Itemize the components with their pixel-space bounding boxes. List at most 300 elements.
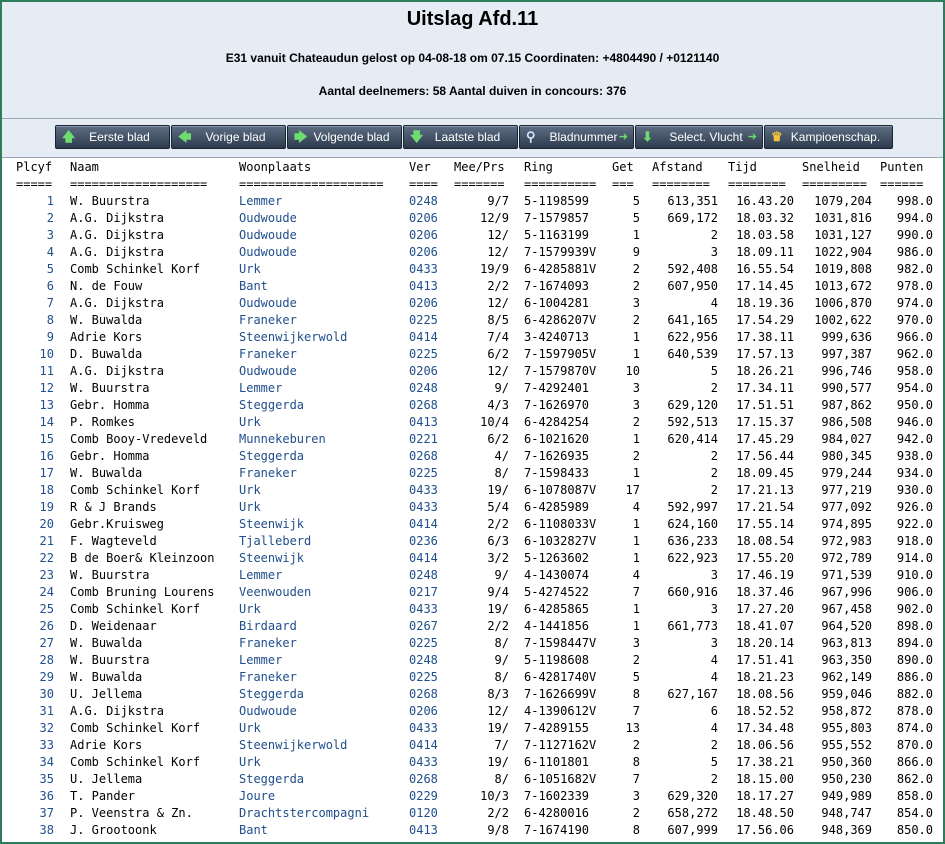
cell-ring: 4-1430074 [524,568,590,582]
cell-woonplaats[interactable]: Urk [239,483,261,497]
table-header-row [2,159,943,176]
results-table [2,159,943,842]
cell-punten: 954.0 [896,381,933,395]
cell-snelheid: 1031,127 [814,228,872,242]
cell-afstand: 636,233 [667,534,718,548]
cell-afstand: 661,773 [667,619,718,633]
column-header-naam: Naam [70,160,99,174]
cell-plcyf[interactable]: 24 [39,585,54,599]
cell-punten: 942.0 [896,432,933,446]
cell-tijd: 17.34.48 [736,721,794,735]
cell-naam: Comb Schinkel Korf [70,755,201,769]
report-header [2,2,943,119]
cell-afstand: 620,414 [667,432,718,446]
cell-ring: 6-4286207V [524,313,597,327]
table-row [2,788,943,805]
cell-woonplaats[interactable]: Franeker [239,670,297,684]
cell-punten: 894.0 [896,636,933,650]
cell-afstand: 629,120 [667,398,718,412]
cell-woonplaats[interactable]: Drachtstercompagni [239,806,370,820]
cell-plcyf[interactable]: 33 [39,738,54,752]
cell-afstand: 622,956 [667,330,718,344]
cell-meeprs: 12/ [487,704,509,718]
cell-punten: 982.0 [896,262,933,276]
table-row [2,584,943,601]
cell-naam: Adrie Kors [70,738,143,752]
cell-ring: 7-1598447V [524,636,597,650]
cell-tijd: 17.21.13 [736,483,794,497]
cell-naam: Comb Schinkel Korf [70,602,201,616]
table-row [2,669,943,686]
cell-ring: 5-1263602 [524,551,590,565]
cell-tijd: 17.38.21 [736,755,794,769]
cell-ring: 6-1101801 [524,755,590,769]
cell-get: 8 [632,755,640,769]
cell-plcyf[interactable]: 14 [39,415,54,429]
cell-woonplaats[interactable]: Bant [239,823,268,837]
cell-plcyf[interactable]: 35 [39,772,54,786]
cell-ring: 7-1602339 [524,789,590,803]
cell-get: 4 [632,500,640,514]
cell-tijd: 17.51.41 [736,653,794,667]
cell-meeprs: 2/2 [487,619,509,633]
table-row [2,499,943,516]
cell-ver[interactable]: 0248 [409,194,438,208]
cell-meeprs: 19/ [487,721,509,735]
cell-meeprs: 8/3 [487,687,509,701]
cell-ver[interactable]: 0433 [409,262,438,276]
cell-woonplaats[interactable]: Lemmer [239,653,283,667]
cell-ver[interactable]: 0414 [409,330,438,344]
column-header-get: Get [612,160,634,174]
cell-woonplaats[interactable]: Lemmer [239,568,283,582]
cell-ver[interactable]: 0268 [409,687,438,701]
cell-plcyf[interactable]: 31 [39,704,54,718]
cell-punten: 906.0 [896,585,933,599]
cell-meeprs: 19/ [487,755,509,769]
cell-naam: P. Romkes [70,415,136,429]
cell-snelheid: 977,219 [821,483,872,497]
cell-plcyf[interactable]: 13 [39,398,54,412]
arrow-up-icon: 🡅 [62,129,76,144]
cell-get: 1 [632,602,640,616]
cell-ring: 4-1390612V [524,704,597,718]
cell-punten: 918.0 [896,534,933,548]
cell-ver[interactable]: 0120 [409,806,438,820]
cell-naam: Comb Bruning Lourens [70,585,215,599]
cell-afstand: 669,172 [667,211,718,225]
cell-woonplaats[interactable]: Oudwoude [239,296,297,310]
cell-ver[interactable]: 0225 [409,313,438,327]
cell-naam: U. Jellema [70,687,143,701]
cell-woonplaats[interactable]: Steggerda [239,687,305,701]
cell-ver[interactable]: 0225 [409,636,438,650]
cell-naam: F. Wagteveld [70,534,157,548]
column-header-snelheid: Snelheid [802,160,860,174]
cell-ring: 5-1198608 [524,653,590,667]
cell-punten: 870.0 [896,738,933,752]
cell-ver[interactable]: 0413 [409,823,438,837]
cell-naam: D. Buwalda [70,347,143,361]
cell-snelheid: 1002,622 [814,313,872,327]
next-page-button[interactable] [287,125,402,149]
cell-plcyf[interactable]: 15 [39,432,54,446]
cell-plcyf[interactable]: 1 [46,194,54,208]
cell-meeprs: 12/ [487,296,509,310]
cell-ver[interactable]: 0268 [409,398,438,412]
cell-meeprs: 12/9 [480,211,509,225]
cell-punten: 854.0 [896,806,933,820]
cell-woonplaats[interactable]: Urk [239,262,261,276]
cell-punten: 938.0 [896,449,933,463]
cell-plcyf[interactable]: 21 [39,534,54,548]
cell-ver[interactable]: 0268 [409,449,438,463]
cell-get: 1 [632,551,640,565]
cell-plcyf[interactable]: 8 [46,313,54,327]
cell-woonplaats[interactable]: Urk [239,755,261,769]
cell-snelheid: 974,895 [821,517,872,531]
cell-ver[interactable]: 0221 [409,432,438,446]
cell-ring: 6-1021620 [524,432,590,446]
cell-get: 5 [632,211,640,225]
cell-plcyf[interactable]: 2 [46,211,54,225]
cell-ring: 6-4285865 [524,602,590,616]
cell-get: 1 [632,330,640,344]
cell-ring: 6-4280016 [524,806,590,820]
cell-woonplaats[interactable]: Urk [239,721,261,735]
cell-woonplaats[interactable]: Steenwijkerwold [239,330,348,344]
cell-woonplaats[interactable]: Steenwijkerwold [239,738,348,752]
cell-tijd: 16.43.20 [736,194,794,208]
cell-plcyf[interactable]: 37 [39,806,54,820]
cell-tijd: 17.27.20 [736,602,794,616]
cell-snelheid: 948,747 [821,806,872,820]
cell-ver[interactable]: 0414 [409,738,438,752]
cell-snelheid: 990,577 [821,381,872,395]
cell-ring: 7-1579857 [524,211,590,225]
cell-ver[interactable]: 0248 [409,568,438,582]
cell-woonplaats[interactable]: Steggerda [239,449,305,463]
page-title: Uitslag Afd.11 [406,8,539,30]
cell-naam: Adrie Kors [70,330,143,344]
cell-plcyf[interactable]: 25 [39,602,54,616]
table-row [2,431,943,448]
cell-snelheid: 963,350 [821,653,872,667]
cell-punten: 886.0 [896,670,933,684]
cell-woonplaats[interactable]: Oudwoude [239,211,297,225]
cell-afstand: 2 [710,483,718,497]
cell-ver[interactable]: 0248 [409,653,438,667]
cell-tijd: 18.26.21 [736,364,794,378]
cell-ver[interactable]: 0433 [409,500,438,514]
cell-woonplaats[interactable]: Steenwijk [239,551,305,565]
column-header-afstand: Afstand [652,160,703,174]
cell-snelheid: 987,862 [821,398,872,412]
cell-ring: 7-1626935 [524,449,590,463]
cell-tijd: 18.03.58 [736,228,794,242]
cell-ver[interactable]: 0225 [409,347,438,361]
cell-meeprs: 2/2 [487,517,509,531]
cell-woonplaats[interactable]: Franeker [239,313,297,327]
cell-get: 1 [632,517,640,531]
column-header-tijd: Tijd [728,160,757,174]
cell-ver[interactable]: 0414 [409,551,438,565]
cell-ver[interactable]: 0433 [409,483,438,497]
cell-woonplaats[interactable]: Franeker [239,347,297,361]
cell-woonplaats[interactable]: Tjalleberd [239,534,312,548]
table-row [2,516,943,533]
cell-snelheid: 996,746 [821,364,872,378]
button-label: Volgende blad [313,130,390,144]
cell-get: 7 [632,704,640,718]
cell-ver[interactable]: 0413 [409,415,438,429]
cell-get: 3 [632,636,640,650]
cell-plcyf[interactable]: 28 [39,653,54,667]
cell-punten: 946.0 [896,415,933,429]
cell-ring: 6-1108033V [524,517,597,531]
cell-ver[interactable]: 0206 [409,245,438,259]
cell-plcyf[interactable]: 12 [39,381,54,395]
cell-afstand: 640,539 [667,347,718,361]
table-row [2,805,943,822]
cell-ring: 7-1579939V [524,245,597,259]
cell-plcyf[interactable]: 38 [39,823,54,837]
previous-page-button[interactable] [171,125,286,149]
table-row [2,567,943,584]
cell-meeprs: 6/2 [487,347,509,361]
cell-meeprs: 2/2 [487,806,509,820]
cell-ver[interactable]: 0225 [409,670,438,684]
column-header-ring: Ring [524,160,553,174]
page-number-button[interactable] [519,125,634,149]
cell-ver[interactable]: 0433 [409,755,438,769]
cell-naam: Comb Booy-Vredeveld [70,432,208,446]
cell-snelheid: 972,789 [821,551,872,565]
cell-plcyf[interactable]: 36 [39,789,54,803]
cell-tijd: 17.14.45 [736,279,794,293]
cell-ver[interactable]: 0413 [409,279,438,293]
table-row [2,822,943,839]
cell-woonplaats[interactable]: Urk [239,602,261,616]
cell-woonplaats[interactable]: Urk [239,500,261,514]
cell-snelheid: 977,092 [821,500,872,514]
button-label: Laatste blad [434,130,501,144]
cell-plcyf[interactable]: 17 [39,466,54,480]
cell-tijd: 17.55.14 [736,517,794,531]
cell-ver[interactable]: 0206 [409,211,438,225]
cell-woonplaats[interactable]: Joure [239,789,276,803]
cell-ver[interactable]: 0206 [409,296,438,310]
table-row [2,720,943,737]
separator: ======== [652,177,710,191]
cell-snelheid: 1013,672 [814,279,872,293]
select-flight-button[interactable] [635,125,763,149]
cell-snelheid: 1006,870 [814,296,872,310]
cell-plcyf[interactable]: 4 [46,245,54,259]
cell-woonplaats[interactable]: Bant [239,279,268,293]
cell-snelheid: 955,803 [821,721,872,735]
cell-punten: 874.0 [896,721,933,735]
cell-woonplaats[interactable]: Steenwijk [239,517,305,531]
cell-get: 4 [632,568,640,582]
button-label: Select. Vlucht [669,130,743,144]
cell-tijd: 17.38.11 [736,330,794,344]
table-row [2,465,943,482]
cell-snelheid: 980,345 [821,449,872,463]
cell-ver[interactable]: 0267 [409,619,438,633]
cell-afstand: 6 [710,704,718,718]
cell-plcyf[interactable]: 26 [39,619,54,633]
cell-ver[interactable]: 0248 [409,381,438,395]
first-page-button[interactable] [55,125,170,149]
cell-woonplaats[interactable]: Steggerda [239,772,305,786]
table-row [2,397,943,414]
cell-woonplaats[interactable]: Munnekeburen [239,432,326,446]
cell-get: 2 [632,738,640,752]
cell-ver[interactable]: 0206 [409,228,438,242]
cell-punten: 898.0 [896,619,933,633]
cell-snelheid: 1031,816 [814,211,872,225]
search-icon: ⚲ [526,129,536,144]
cell-punten: 926.0 [896,500,933,514]
cell-ring: 6-4285881V [524,262,597,276]
cell-woonplaats[interactable]: Oudwoude [239,228,297,242]
cell-naam: A.G. Dijkstra [70,211,164,225]
cell-tijd: 16.55.54 [736,262,794,276]
cell-snelheid: 955,552 [821,738,872,752]
cell-plcyf[interactable]: 32 [39,721,54,735]
cell-ver[interactable]: 0206 [409,364,438,378]
cell-ver[interactable]: 0433 [409,721,438,735]
cell-woonplaats[interactable]: Lemmer [239,381,283,395]
table-row [2,193,943,210]
cell-afstand: 641,165 [667,313,718,327]
cell-plcyf[interactable]: 3 [46,228,54,242]
cell-ver[interactable]: 0236 [409,534,438,548]
button-label: Bladnummer [549,130,618,144]
cell-woonplaats[interactable]: Birdaard [239,619,297,633]
cell-afstand: 2 [710,772,718,786]
cell-woonplaats[interactable]: Oudwoude [239,245,297,259]
cell-naam: Comb Schinkel Korf [70,721,201,735]
cell-tijd: 17.34.11 [736,381,794,395]
cell-naam: A.G. Dijkstra [70,228,164,242]
cell-punten: 974.0 [896,296,933,310]
cell-meeprs: 3/2 [487,551,509,565]
cell-meeprs: 19/ [487,483,509,497]
cell-naam: W. Buwalda [70,466,143,480]
table-row [2,448,943,465]
cell-ring: 6-1004281 [524,296,590,310]
cell-meeprs: 6/3 [487,534,509,548]
column-header-woonplaats: Woonplaats [239,160,312,174]
cell-plcyf[interactable]: 18 [39,483,54,497]
cell-punten: 914.0 [896,551,933,565]
cell-plcyf[interactable]: 10 [39,347,54,361]
cell-woonplaats[interactable]: Urk [239,415,261,429]
cell-snelheid: 949,989 [821,789,872,803]
cell-plcyf[interactable]: 7 [46,296,54,310]
cell-get: 8 [632,687,640,701]
cell-plcyf[interactable]: 27 [39,636,54,650]
cell-plcyf[interactable]: 5 [46,262,54,276]
cell-afstand: 607,950 [667,279,718,293]
table-row [2,210,943,227]
cell-naam: D. Weidenaar [70,619,157,633]
cell-ver[interactable]: 0229 [409,789,438,803]
last-page-button[interactable] [403,125,518,149]
cell-plcyf[interactable]: 6 [46,279,54,293]
cell-ver[interactable]: 0217 [409,585,438,599]
cell-snelheid: 979,244 [821,466,872,480]
cell-plcyf[interactable]: 29 [39,670,54,684]
cell-plcyf[interactable]: 11 [39,364,54,378]
cell-get: 5 [632,670,640,684]
cell-tijd: 17.56.06 [736,823,794,837]
championship-button[interactable] [764,125,893,149]
table-row [2,635,943,652]
cell-plcyf[interactable]: 30 [39,687,54,701]
cell-afstand: 2 [710,381,718,395]
cell-snelheid: 1022,904 [814,245,872,259]
cell-plcyf[interactable]: 19 [39,500,54,514]
cell-woonplaats[interactable]: Franeker [239,466,297,480]
cell-tijd: 18.06.56 [736,738,794,752]
cell-woonplaats[interactable]: Veenwouden [239,585,312,599]
table-row [2,312,943,329]
cell-afstand: 613,351 [667,194,718,208]
cell-woonplaats[interactable]: Steggerda [239,398,305,412]
cell-punten: 850.0 [896,823,933,837]
cell-woonplaats[interactable]: Oudwoude [239,364,297,378]
cell-plcyf[interactable]: 22 [39,551,54,565]
cell-snelheid: 967,458 [821,602,872,616]
cell-afstand: 627,167 [667,687,718,701]
cell-afstand: 4 [710,296,718,310]
cell-ver[interactable]: 0225 [409,466,438,480]
cell-snelheid: 972,983 [821,534,872,548]
cell-ver[interactable]: 0414 [409,517,438,531]
cell-plcyf[interactable]: 9 [46,330,54,344]
cell-plcyf[interactable]: 34 [39,755,54,769]
table-row [2,227,943,244]
cell-punten: 994.0 [896,211,933,225]
cell-woonplaats[interactable]: Oudwoude [239,704,297,718]
cell-ver[interactable]: 0433 [409,602,438,616]
cell-punten: 890.0 [896,653,933,667]
participants-info: Aantal deelnemers: 58 Aantal duiven in concours: 376 [318,84,627,98]
cell-ver[interactable]: 0268 [409,772,438,786]
cell-naam: T. Pander [70,789,136,803]
cell-meeprs: 9/ [494,653,509,667]
cell-woonplaats[interactable]: Lemmer [239,194,283,208]
cell-plcyf[interactable]: 20 [39,517,54,531]
cell-meeprs: 19/9 [480,262,509,276]
cell-ver[interactable]: 0206 [409,704,438,718]
cell-get: 2 [632,806,640,820]
cell-plcyf[interactable]: 16 [39,449,54,463]
table-row [2,550,943,567]
cell-get: 5 [632,194,640,208]
cell-woonplaats[interactable]: Franeker [239,636,297,650]
cell-naam: W. Buurstra [70,568,150,582]
cell-snelheid: 986,508 [821,415,872,429]
cell-ring: 7-1626970 [524,398,590,412]
cell-plcyf[interactable]: 23 [39,568,54,582]
cell-get: 3 [632,789,640,803]
cell-meeprs: 8/ [494,636,509,650]
cell-meeprs: 10/3 [480,789,509,803]
